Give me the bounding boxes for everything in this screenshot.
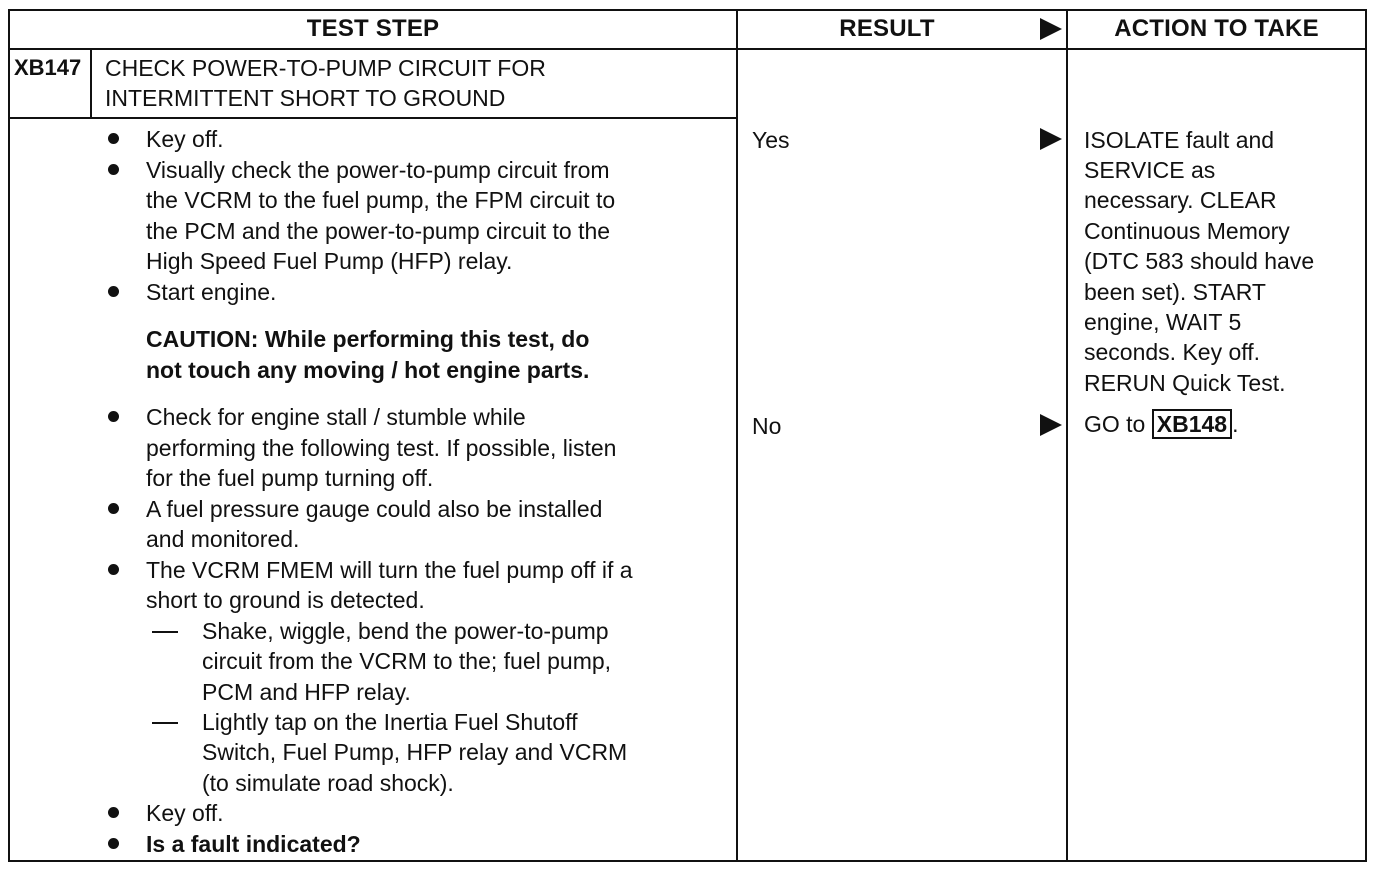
result-no-arrow-icon: [1040, 414, 1062, 436]
dash-icon: [152, 631, 178, 633]
bullet-icon: [108, 133, 119, 144]
step-code-divider: [90, 48, 92, 118]
column-divider-action: [1066, 9, 1068, 862]
instruction-shake-line-3: PCM and HFP relay.: [202, 679, 411, 705]
header-result: RESULT: [839, 15, 935, 42]
yes-action-line-3: necessary. CLEAR: [1084, 187, 1277, 213]
bullet-icon: [108, 807, 119, 818]
header-divider: [8, 48, 1367, 50]
instruction-shake-line-2: circuit from the VCRM to the; fuel pump,: [202, 648, 612, 674]
no-action-suffix: .: [1232, 411, 1239, 437]
instruction-start-engine: Start engine.: [146, 279, 277, 305]
yes-action-line-5: (DTC 583 should have: [1084, 248, 1315, 274]
header-test-step: TEST STEP: [306, 15, 440, 42]
bullet-icon: [108, 564, 119, 575]
caution-line-1: CAUTION: While performing this test, do: [146, 326, 590, 352]
step-title-line-2: INTERMITTENT SHORT TO GROUND: [105, 85, 506, 111]
no-action-prefix: GO to: [1084, 411, 1146, 437]
instruction-check-stall-line-3: for the fuel pump turning off.: [146, 465, 434, 491]
table-border-bottom: [8, 860, 1367, 862]
table-border-right: [1365, 9, 1367, 862]
xb148-reference-link[interactable]: XB148: [1152, 409, 1232, 439]
instruction-tap-line-3: (to simulate road shock).: [202, 770, 454, 796]
instruction-visual-check-line-4: High Speed Fuel Pump (HFP) relay.: [146, 248, 513, 274]
instruction-fmem-line-2: short to ground is detected.: [146, 587, 425, 613]
yes-action-line-2: SERVICE as: [1084, 157, 1216, 183]
bullet-icon: [108, 503, 119, 514]
header-action: ACTION TO TAKE: [1114, 15, 1319, 42]
no-action: [1084, 409, 1238, 440]
dash-icon: [152, 722, 178, 724]
caution-line-2: not touch any moving / hot engine parts.: [146, 357, 590, 383]
instruction-question: Is a fault indicated?: [146, 831, 361, 857]
instruction-key-off-2: Key off.: [146, 800, 224, 826]
result-no: No: [752, 413, 782, 439]
yes-action-line-1: ISOLATE fault and: [1084, 127, 1275, 153]
yes-action-line-4: Continuous Memory: [1084, 218, 1290, 244]
column-divider-result: [736, 9, 738, 862]
bullet-icon: [108, 164, 119, 175]
step-title-divider: [8, 117, 738, 119]
instruction-visual-check-line-1: Visually check the power-to-pump circuit from: [146, 157, 610, 183]
bullet-icon: [108, 411, 119, 422]
step-title-line-1: CHECK POWER-TO-PUMP CIRCUIT FOR: [105, 55, 546, 81]
header-arrow-icon: [1040, 18, 1062, 40]
instruction-shake-line-1: Shake, wiggle, bend the power-to-pump: [202, 618, 609, 644]
instruction-gauge-line-2: and monitored.: [146, 526, 300, 552]
result-yes: Yes: [752, 127, 790, 153]
instruction-tap-line-2: Switch, Fuel Pump, HFP relay and VCRM: [202, 739, 628, 765]
instruction-gauge-line-1: A fuel pressure gauge could also be installed: [146, 496, 603, 522]
yes-action-line-8: seconds. Key off.: [1084, 339, 1261, 365]
instruction-key-off: Key off.: [146, 126, 224, 152]
instruction-fmem-line-1: The VCRM FMEM will turn the fuel pump off if a: [146, 557, 633, 583]
yes-action-line-6: been set). START: [1084, 279, 1266, 305]
result-yes-arrow-icon: [1040, 128, 1062, 150]
instruction-visual-check-line-3: the PCM and the power-to-pump circuit to the: [146, 218, 611, 244]
instruction-check-stall-line-1: Check for engine stall / stumble while: [146, 404, 526, 430]
bullet-icon: [108, 286, 119, 297]
yes-action-line-9: RERUN Quick Test.: [1084, 370, 1286, 396]
step-code: XB147: [14, 55, 82, 80]
yes-action-line-7: engine, WAIT 5: [1084, 309, 1242, 335]
bullet-icon: [108, 838, 119, 849]
instruction-visual-check-line-2: the VCRM to the fuel pump, the FPM circuit to: [146, 187, 616, 213]
instruction-tap-line-1: Lightly tap on the Inertia Fuel Shutoff: [202, 709, 578, 735]
table-border-left: [8, 9, 10, 862]
instruction-check-stall-line-2: performing the following test. If possible, listen: [146, 435, 617, 461]
